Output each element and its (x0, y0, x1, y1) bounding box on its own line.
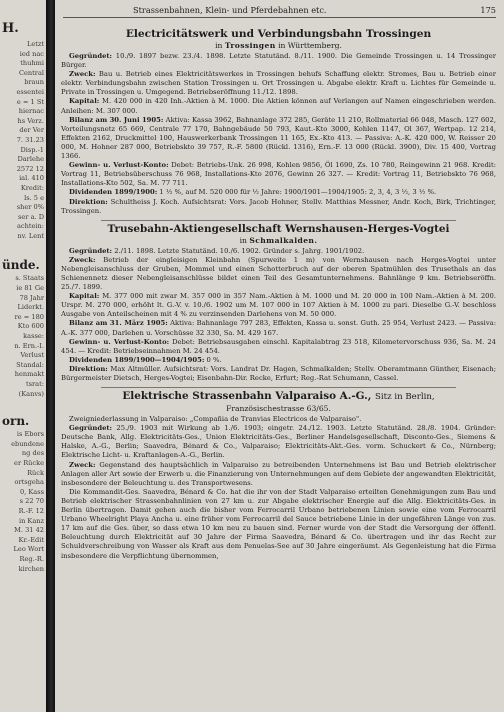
strip-line: Letzt (26, 40, 44, 48)
strip-line: kirchen (18, 564, 44, 573)
paragraph-label: Direktion: (69, 197, 108, 206)
paragraph-text: Debet: Betriebsausgaben einschl. Kapitalabtrag 23 518, Kilometervorschuss 936, Sa. M. 24 454. — Kredit: Betriebseinnahmen M. 24 454. (61, 337, 496, 355)
section-subtitle: in Trossingen in Württemberg. (215, 41, 342, 50)
strip-line: Reg.-R. (19, 554, 44, 563)
paragraph (61, 70, 496, 97)
paragraph-text: Aktiva: Bahnanlage 797 283, Effekten, Kassa u. sonst. Guth. 25 954, Verlust 2423. — Passiva: A.-K. 377 000, Darlehen u. Vorschüsse 32 330, Sa. M. 429 167. (61, 319, 496, 337)
strip-line: e = 1 St (16, 97, 44, 106)
paragraph-label: Dividenden 1899/1900—1904/1905: (69, 355, 205, 364)
paragraph-text: 10./9. 1897 bezw. 23./4. 1898. Letzte Statutänd. 8./11. 1900. Die Gemeinde Trossingen u. 14 Trossinger Bürger. (61, 52, 496, 70)
strip-line: braun (24, 78, 44, 87)
strip-heading-bot: orn. (2, 414, 30, 429)
strip-line: Kto 600 (17, 322, 44, 331)
section-subtitle: Französischestrasse 63/65. (226, 404, 331, 414)
paragraph-text: Schultheiss J. Koch. Aufsichtsrat: Vors. Jacob Hohner, Stellv. Matthias Messner, Andr. Koch, Birk, Trichtinger, Trossingen. (61, 197, 496, 215)
paragraph-text: Betrieb der eingleisigen Kleinbahn (Spurweite 1 m) von Wernshausen nach Herges-Vogtei unter Nebengleisanschluss der Gruben, Mommel und einen Schotterbruch auf der oberen Spatmühlen des Trusethals an das Schienennetz dieser Nebengleisanschlüsse bildet einen Teil des Gesamtunternehmens. Bahnlänge 9 km. Betriebseröffn. 25./7. 1899. (61, 255, 496, 292)
paragraph-text: M. 377 000 mit zwar M. 357 000 in 357 Nam.-Aktien à M. 1000 und M. 20 000 in 100 Nam.-Aktien à M. 200. Urspr. M. 270 000, erhöht lt. G.-V. v. 10./6. 1902 um M. 107 000 in 107 Aktien à M. 1000 zu pari. Dieselbe G.-V. beschloss Ausgabe von Anteilscheinen mit 4 % zu verzinsenden Darlehens von M. 50 000. (61, 292, 496, 319)
strip-line: 78 Jahr (19, 293, 44, 302)
strip-line: ie 81 Ge (16, 284, 44, 293)
strip-line: ls. 5 e (24, 193, 44, 202)
section-paragraphs (61, 424, 496, 560)
paragraph-label: Gegründet: (69, 52, 113, 60)
adjacent-page-strip (0, 0, 46, 712)
paragraph (61, 338, 496, 356)
strip-line: s. Staats (15, 274, 44, 283)
strip-line: sher 0% (16, 203, 44, 212)
strip-line: s 22 70 (19, 497, 44, 506)
section-title: Elektrische Strassenbahn Valparaiso A.-G., Sitz in Berlin, (122, 390, 435, 403)
strip-line: ied nac (19, 49, 44, 58)
strip-line: kasse: (23, 332, 44, 341)
paragraph-text: M. 420 000 in 420 Inh.-Aktien à M. 1000. Die Aktien können auf Verlangen auf Namen eingeschrieben werden. Anleihen: M. 307 000. (61, 97, 496, 115)
paragraph-text: Debet: Betriebs-Unk. 26 998, Kohlen 9856, Öl 1690, Zs. 10 780, Reingewinn 21 968. Kredit: Vortrag 11, Betriebsüberschuss 76 968, Installations-Kto 2076, Gewinn 26 327. — Kredit: Vortrag 11, Betriebskto 76 968, Installations-Kto 502, Sa. M. 77 711. (61, 161, 496, 188)
paragraph (61, 424, 496, 460)
paragraph (61, 365, 496, 383)
paragraph (61, 356, 496, 365)
paragraph (61, 161, 496, 188)
section-title: Electricitätswerk und Verbindungsbahn Trossingen (125, 28, 432, 40)
strip-line: 2572 12 (16, 164, 44, 173)
strip-lines-bot (0, 430, 46, 574)
section-trossingen (61, 28, 496, 216)
paragraph-text: 1 ½ %, auf M. 520 000 für ½ Jahre: 1900/1901—1904/1905: 2, 3, 4, 3 ½, 3 ½ %. (159, 188, 437, 197)
page-number: 175 (480, 5, 496, 15)
strip-line: Standal: (16, 360, 44, 369)
strip-line: essentei (16, 87, 44, 96)
paragraph (61, 97, 496, 115)
strip-line: ortsgeha (14, 478, 44, 487)
strip-line: hs Verz. (17, 116, 44, 125)
strip-lines-top (0, 40, 46, 241)
paragraph-label: Gegründet: (69, 424, 113, 433)
paragraph-text: Max Altmüller. Aufsichtsrat: Vors. Landrat Dr. Hagen, Schmalkalden; Stellv. Oberamtmann Günther, Eisenach; Bürgermeister Dietsch, Herges-Vogtei; Eisenbahn-Dir. Recke, Erfurt; Reg.-Rat Schumann, Cassel. (61, 364, 496, 382)
strip-line: R.-F. 12 (18, 506, 44, 515)
strip-line: ser a. D (18, 212, 44, 221)
strip-line: Central (18, 68, 44, 77)
paragraph-label: Bilanz am 30. Juni 1905: (69, 115, 164, 124)
strip-line: henmakt (14, 370, 44, 379)
strip-line: hiernac (18, 107, 44, 116)
section-title: Trusebahn-Aktiengesellschaft Wernshausen-Herges-Vogtei (107, 222, 450, 235)
paragraph-text: Gegenstand des hauptsächlich in Valparaiso zu betreibenden Unternehmens ist Bau und Betrieb elektrischer Anlagen aller Art sowie der Erwerb u. die Finanzierung von Unternehmungen auf dem Gebiete der angewandten Elektricität, insbesondere der Beleuchtung u. des Transportwesens. (61, 460, 496, 487)
strip-line: Darlehe (17, 155, 44, 164)
strip-line: n. Ern.-I. (14, 341, 44, 350)
paragraph (61, 188, 496, 197)
strip-line: er Rücke (14, 458, 44, 467)
paragraph (61, 292, 496, 319)
paragraph (61, 198, 496, 216)
strip-line: re = 180 (14, 312, 44, 321)
strip-heading-mid: ünde. (2, 258, 40, 273)
section-valparaiso (61, 390, 496, 561)
strip-line: Kredit: (20, 183, 44, 192)
strip-line: nv. Lent (17, 231, 44, 240)
section-trusebahn (61, 223, 496, 383)
strip-line: (Kanvs) (18, 389, 44, 398)
running-header-title: Strassenbahnen, Klein- und Pferdebahnen etc. (133, 5, 327, 15)
strip-line: Verlust (20, 351, 44, 360)
paragraph-label: Zweck: (69, 70, 96, 79)
section-subtitle: in Schmalkalden. (239, 235, 318, 245)
strip-line: ng des (21, 449, 44, 458)
paragraph-label: Zweck: (69, 255, 96, 264)
paragraph (61, 256, 496, 292)
paragraph-label: Dividenden 1899/1900: (69, 188, 158, 197)
strip-line: in Kanz (18, 516, 44, 525)
paragraph-label: Bilanz am 31. März 1905: (69, 319, 168, 328)
strip-line: is Ebors (16, 430, 44, 439)
book-gutter (46, 0, 55, 712)
running-header (63, 5, 496, 18)
paragraph (61, 116, 496, 161)
strip-line: tsrat: (26, 380, 44, 388)
paragraph (61, 247, 496, 256)
paragraph-label: Kapital: (69, 292, 100, 301)
document-page (55, 0, 504, 712)
strip-line: achtein: (17, 222, 44, 231)
strip-line: Liderkt. (17, 303, 44, 312)
paragraph-label: Direktion: (69, 364, 108, 373)
page-content (61, 26, 496, 561)
strip-lines-mid (0, 274, 46, 399)
strip-line: Disp.-1 (20, 145, 44, 154)
section-note: Zweigniederlassung in Valparaiso: „Compañia de Tranvias Electricos de Valparaiso". (69, 415, 362, 424)
paragraph (61, 461, 496, 488)
strip-line: Rück (27, 468, 44, 477)
paragraph-text: 2./11. 1898. Letzte Statutänd. 10./6. 1902. Gründer s. Jahrg. 1901/1902. (114, 246, 365, 255)
strip-line: der Ver (19, 126, 44, 135)
paragraph-text: 25./9. 1903 mit Wirkung ab 1./6. 1903; eingetr. 24./12. 1903. Letzte Statutänd. 28./8. 1904. Gründer: Deutsche Bank, Allg. Elektricitäts-Ges., Union Elektricitäts-Ges., Berliner Handelsgesellschaft, Disconto-Ges., Siemens & Halske, A.-G., Berlin; Saavedra, Bénard & Co., Valparaiso; Elektricitäts-Akt.-Ges. vorm. Schuckert & Co., Nürnberg; Elektrische Licht- u. Kraftanlagen-A.-G., Berlin. (61, 424, 496, 460)
paragraph-label: Gegründet: (69, 246, 113, 255)
paragraph-text: Die Kommandit-Ges. Saavedra, Bénard & Co. hat die ihr von der Stadt Valparaiso erteilten Genehmigungen zum Bau und Betrieb elektrischer Strassenbahnlinien von 27 km u. zur Abgabe elektrischer Energie auf die Allg. Elektricitäts-Ges. in Berlin übertragen. Damit gehen auch die bisher vom Ferrocarril Urbano betriebenen Linien sowie eine vom Ferrocarril Urbano Wheelright Playa Ancha u. eine früher vom Ferrocarril del Sauce betriebene Linie in der ungefähren Länge von zus. 17 km auf die Ges. über, so dass etwa 10 km neu zu bauen sind. Ferner wurde von der Stadt die Versorgung der öffentl. Beleuchtung durch Elektricität auf 30 Jahre der Firma Saavedra, Bénard & Co. übertragen und ihr das Recht zur Schuldverschreibung von Wasser als Kraft aus dem Penuelas-See auf 30 Jahre eingeräumt. Als Gegenleistung hat die Firma insbesondere die Verpflichtung übernommen, (61, 487, 496, 560)
strip-line: thuhmi (20, 59, 44, 68)
strip-line: ebundene (11, 439, 44, 448)
paragraph-text: Bau u. Betrieb eines Elektricitätswerkes in Trossingen behufs Schaffung elektr. Stromes, Bau u. Betrieb einer elektr. Verbindungsbahn zwischen Station Trossingen u. Ort Trossingen u. Abgabe elektr. Kraft u. Lichtes für Gemeinde u. Private in Trossingen u. Umgegend. Betriebseröffnung 11./12. 1898. (61, 70, 496, 97)
section-paragraphs (61, 247, 496, 383)
paragraph-label: Kapital: (69, 97, 100, 106)
paragraph-text: 0 %. (206, 355, 222, 364)
paragraph (61, 52, 496, 70)
section-divider (101, 387, 456, 388)
strip-line: 0, Kass (19, 487, 44, 496)
section-paragraphs (61, 52, 496, 216)
section-divider (101, 220, 456, 221)
paragraph (61, 319, 496, 337)
paragraph-label: Zweck: (69, 460, 96, 469)
strip-line: ial. 410 (19, 174, 44, 183)
paragraph-label: Gewinn- u. Verlust-Konto: (69, 161, 169, 170)
strip-line: 7. 31.23 (16, 135, 44, 144)
paragraph-label: Gewinn- u. Verlust-Konto: (69, 337, 170, 346)
strip-line: M. 31 42 (14, 526, 44, 535)
paragraph (61, 488, 496, 561)
strip-heading-top: H. (2, 21, 19, 36)
strip-line: Leo Wort (13, 545, 44, 554)
paragraph-text: Aktiva: Kassa 3962, Bahnanlage 372 285, Geräte 11 210, Rollmaterial 66 048, Masch. 127 602, Vorteilungsnetz 65 669, Centrale 77 170, Bahngebäude 50 793, Kaut.-Kto 3000, Kohlen 1147, Ol 367, Wertpap. 12 214, Effekten 2162, Druckmittel 100, Hauswerkerbank Trossingen 11 165, Ex.-Kto 413. — Passiva: A.-K. 420 000, W. Reisser 20 000, M. Hohner 287 000, Betriebskto 39 757, R.-F. 5800 (Rückl. 1316), Ern.-F. 13 000 (Rückl. 3900), Div. 15 400, Vortrag 1366. (61, 115, 496, 161)
strip-line: Kr.-Edit (18, 535, 44, 544)
